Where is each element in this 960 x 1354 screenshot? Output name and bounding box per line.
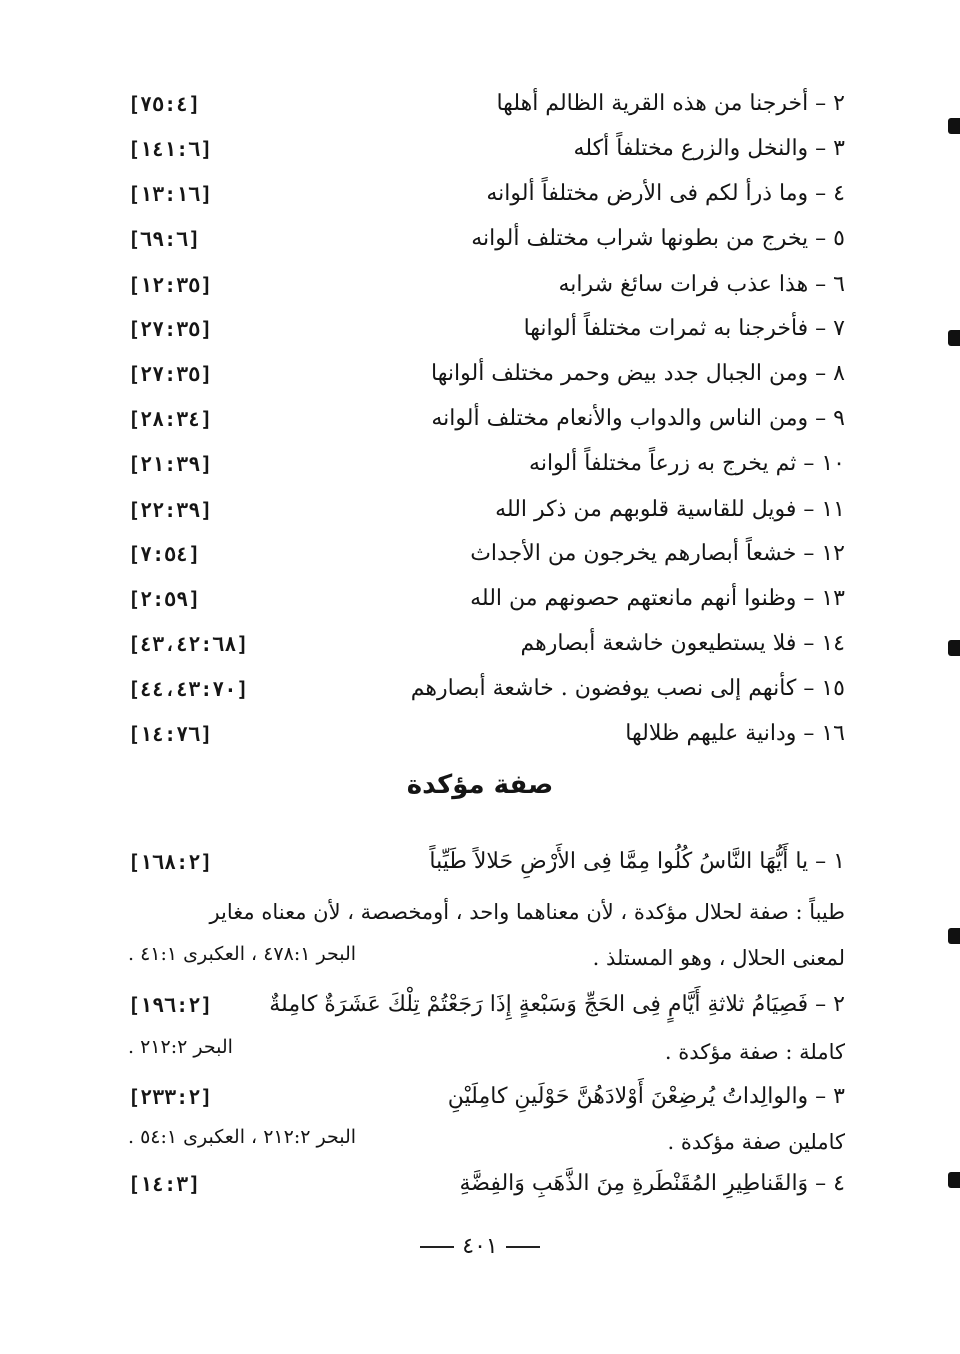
ayah-text: ٢ – أخرجنا من هذه القرية الظالم أهلها bbox=[496, 91, 845, 116]
ayah-text: ٤ – وَالقَناطِيرِ المُقَنْطَرةِ مِنَ الذَّهَبِ وَالفِضَّةِ bbox=[459, 1171, 845, 1196]
list-item bbox=[0, 1075, 960, 1119]
ayah-text: ١٥ – كأنهم إلى نصب يوفضون . خاشعة أبصارهم bbox=[410, 676, 845, 701]
ayah-reference: [٧٥:٤] bbox=[128, 92, 201, 116]
note-line: كاملين صفة مؤكدة . bbox=[667, 1130, 845, 1154]
list-item bbox=[0, 352, 960, 396]
scan-edge-mark bbox=[948, 928, 960, 944]
list-item bbox=[0, 1162, 960, 1206]
ayah-text: ٣ – والوالِداتُ يُرضِعْنَ أَوْلادَهُنَّ حَوْلَينِ كامِلَيْنِ bbox=[447, 1084, 845, 1109]
dash-decoration bbox=[506, 1246, 540, 1248]
ayah-reference: [٢٣٣:٢] bbox=[128, 1085, 213, 1109]
list-item bbox=[0, 983, 960, 1027]
list-item bbox=[0, 442, 960, 486]
ayah-reference: [٤٤،٤٣:٧٠] bbox=[128, 677, 249, 701]
list-item bbox=[0, 622, 960, 666]
ayah-reference: [١٣:١٦] bbox=[128, 182, 213, 206]
list-item bbox=[0, 712, 960, 756]
section-heading: صفة مؤكدة bbox=[406, 770, 554, 800]
list-item bbox=[0, 840, 960, 884]
list-item bbox=[0, 488, 960, 532]
ayah-reference: [١٦٨:٢] bbox=[128, 850, 213, 874]
ayah-reference: [١٤:٧٦] bbox=[128, 722, 213, 746]
ayah-text: ١٠ – ثم يخرج به زرعاً مختلفاً ألوانه bbox=[529, 451, 845, 476]
note-line: طيباً : صفة لحلال مؤكدة ، لأن معناهما واحد ، أومخصصة ، لأن معناه مغاير bbox=[209, 900, 845, 924]
list-item bbox=[0, 577, 960, 621]
note-line: كاملة : صفة مؤكدة . bbox=[664, 1040, 845, 1064]
page-number-text: ٤٠١ bbox=[462, 1234, 498, 1259]
ayah-text: ١١ – فويل للقاسية قلوبهم من ذكر الله bbox=[495, 497, 845, 522]
scan-edge-mark bbox=[948, 118, 960, 134]
list-item bbox=[0, 127, 960, 171]
list-item bbox=[0, 307, 960, 351]
ayah-reference: [٢٨:٣٤] bbox=[128, 407, 213, 431]
ayah-reference: [٧:٥٤] bbox=[128, 542, 201, 566]
note-source: البحر ٤٧٨:١ ، العكبرى ٤١:١ . bbox=[128, 943, 357, 965]
note-source: البحر ٢١٢:٢ ، العكبرى ٥٤:١ . bbox=[128, 1126, 357, 1148]
note-line: لمعنى الحلال ، وهو المستلذ . bbox=[592, 946, 845, 970]
ayah-reference: [٢٧:٣٥] bbox=[128, 317, 213, 341]
ayah-reference: [٦٩:٦] bbox=[128, 227, 201, 251]
ayah-reference: [٢١:٣٩] bbox=[128, 452, 213, 476]
list-item bbox=[0, 667, 960, 711]
ayah-text: ٤ – وما ذرأ لكم فى الأرض مختلفاً ألوانه bbox=[486, 181, 845, 206]
ayah-text: ١٣ – وظنوا أنهم مانعتهم حصونهم من الله bbox=[470, 586, 845, 611]
ayah-reference: [١٢:٣٥] bbox=[128, 273, 213, 297]
list-item bbox=[0, 397, 960, 441]
scan-edge-mark bbox=[948, 1172, 960, 1188]
ayah-reference: [٤٣،٤٢:٦٨] bbox=[128, 632, 249, 656]
ayah-reference: [٢:٥٩] bbox=[128, 587, 201, 611]
ayah-text: ٣ – والنخل والزرع مختلفاً أكله bbox=[573, 136, 845, 161]
scan-edge-mark bbox=[948, 330, 960, 346]
ayah-reference: [٢٧:٣٥] bbox=[128, 362, 213, 386]
dash-decoration bbox=[420, 1246, 454, 1248]
list-item bbox=[0, 172, 960, 216]
list-item bbox=[0, 532, 960, 576]
ayah-text: ٥ – يخرج من بطونها شراب مختلف ألوانه bbox=[471, 226, 845, 251]
ayah-reference: [١٩٦:٢] bbox=[128, 993, 213, 1017]
scan-edge-mark bbox=[948, 640, 960, 656]
list-item bbox=[0, 217, 960, 261]
ayah-text: ١ – يا أَيُّهَا النَّاسُ كُلُوا مِمَّا فِى الأَرْضِ حَلالاً طَيِّباً bbox=[429, 849, 845, 874]
ayah-reference: [١٤:٣] bbox=[128, 1172, 201, 1196]
ayah-text: ٦ – هذا عذب فرات سائغ شرابه bbox=[558, 272, 845, 297]
ayah-text: ٨ – ومن الجبال جدد بيض وحمر مختلف ألوانها bbox=[431, 361, 845, 386]
list-item bbox=[0, 263, 960, 307]
note-source: البحر ٢١٢:٢ . bbox=[128, 1036, 233, 1058]
ayah-text: ١٤ – فلا يستطيعون خاشعة أبصارهم bbox=[520, 631, 845, 656]
page-number bbox=[0, 1234, 960, 1259]
ayah-reference: [١٤١:٦] bbox=[128, 137, 213, 161]
ayah-text: ١٦ – ودانية عليهم ظلالها bbox=[625, 721, 845, 746]
ayah-text: ٢ – فَصِيَامُ ثلاثةِ أَيَّامٍ فِى الحَجِّ وَسَبْعةٍ إِذَا رَجَعْتُمْ تِلْكَ عَشَرَةٌ كامِلةٌ bbox=[269, 992, 845, 1017]
ayah-text: ١٢ – خشعاً أبصارهم يخرجون من الأجداث bbox=[470, 541, 845, 566]
list-item bbox=[0, 82, 960, 126]
ayah-text: ٧ – فأخرجنا به ثمرات مختلفاً ألوانها bbox=[523, 316, 845, 341]
ayah-text: ٩ – ومن الناس والدواب والأنعام مختلف ألوانه bbox=[431, 406, 845, 431]
ayah-reference: [٢٢:٣٩] bbox=[128, 498, 213, 522]
